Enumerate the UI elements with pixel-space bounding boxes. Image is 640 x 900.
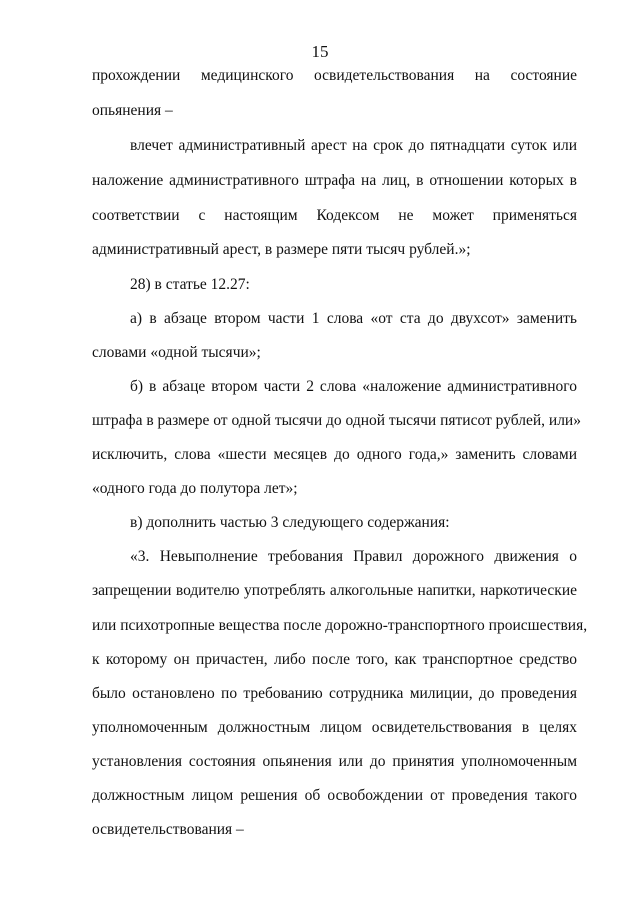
text-line: «3. Невыполнение требования Правил дорожного движения о <box>130 548 577 565</box>
text-line: в) дополнить частью 3 следующего содержания: <box>130 514 450 531</box>
page-number: 15 <box>311 42 329 61</box>
text-line: штрафа в размере от одной тысячи до одной тысячи пятисот рублей, или» <box>92 412 581 429</box>
text-line: опьянения – <box>92 102 173 119</box>
text-line: 28) в статье 12.27: <box>130 276 250 293</box>
text-line: административный арест, в размере пяти тысяч рублей.»; <box>92 241 471 258</box>
text-line: словами «одной тысячи»; <box>92 344 261 361</box>
text-line: б) в абзаце втором части 2 слова «наложение административного <box>130 378 577 395</box>
text-line: освидетельствования – <box>92 821 244 838</box>
text-line: прохождении медицинского освидетельствования на состояние <box>92 67 577 84</box>
text-line: установления состояния опьянения или до принятия уполномоченным <box>92 753 577 770</box>
text-line: запрещении водителю употреблять алкогольные напитки, наркотические <box>92 582 577 599</box>
text-line: наложение административного штрафа на лиц, в отношении которых в <box>92 172 577 189</box>
text-line: к которому он причастен, либо после того, как транспортное средство <box>92 651 577 668</box>
text-line: должностным лицом решения об освобождении от проведения такого <box>92 787 577 804</box>
text-line: было остановлено по требованию сотрудника милиции, до проведения <box>92 685 577 702</box>
text-line: влечет административный арест на срок до пятнадцати суток или <box>130 137 577 154</box>
text-line: или психотропные вещества после дорожно-транспортного происшествия, <box>92 617 588 634</box>
text-line: исключить, слова «шести месяцев до одного года,» заменить словами <box>92 446 577 463</box>
text-line: уполномоченным должностным лицом освидетельствования в целях <box>92 719 577 736</box>
text-line: соответствии с настоящим Кодексом не может применяться <box>92 207 577 224</box>
text-line: «одного года до полутора лет»; <box>92 480 298 497</box>
text-line: а) в абзаце втором части 1 слова «от ста до двухсот» заменить <box>130 310 577 327</box>
